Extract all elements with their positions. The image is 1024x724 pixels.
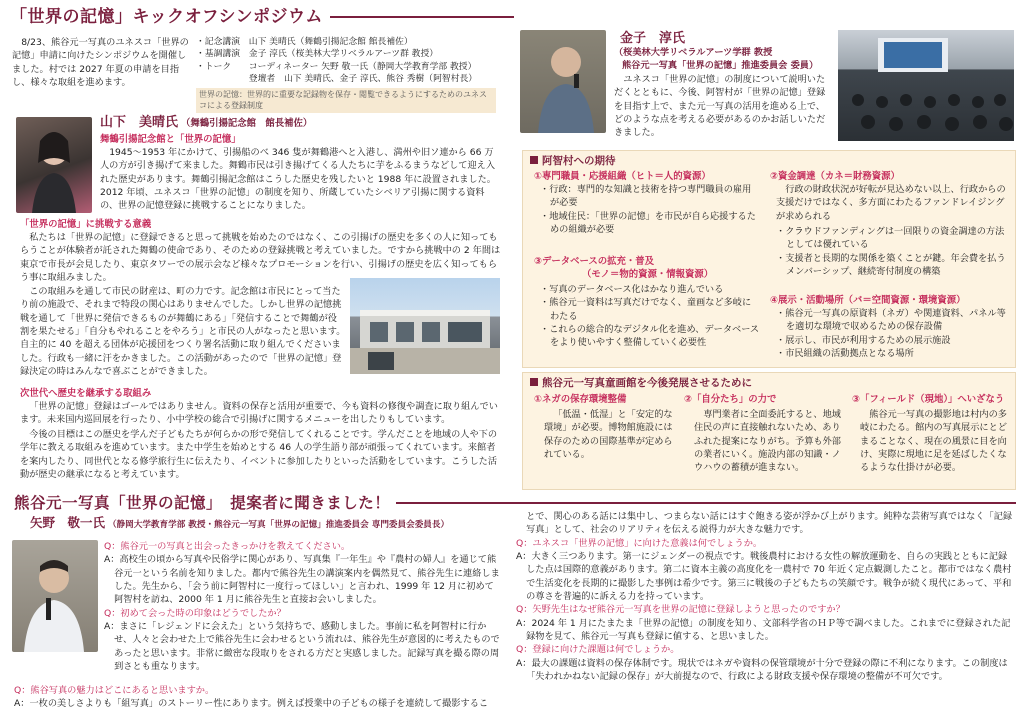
expectation-title: ②資金調達（カネ＝財務資源） (770, 171, 900, 182)
program-line: 登壇者 山下 美晴氏、金子 淳氏、熊谷 秀樹（阿智村長） (196, 73, 478, 84)
title-rule (396, 502, 1016, 504)
speaker-name: 金子 淳氏 (620, 31, 686, 46)
expectations-heading: 阿智村への期待 (530, 154, 616, 169)
expectation-title: （モノ＝物的資源・情報資源） (582, 269, 714, 280)
speaker-figure-icon (520, 30, 606, 133)
yamashita-heading (100, 114, 312, 133)
expectation-title: ③データベースの拡充・普及 (534, 256, 654, 267)
museum-col-text: 熊谷元一写真の撮影地は村内の多岐にわたる。館内の写真展示にとどまることなく、現在の風景に目を向け、実際に現地に足を延ばしたくなるような仕掛けが必要。 (860, 409, 1007, 474)
interview-left-bottom (14, 684, 504, 711)
audience-icon (838, 30, 1014, 141)
interview-heading (30, 514, 449, 532)
interview-left (104, 540, 502, 673)
interview-answer: A：一枚の美しさよりも「組写真」のストーリー性にあります。例えば授業中の子どもの様子を連続して撮影するこ (14, 698, 489, 710)
interview-question: Q：ユネスコ「世界の記憶」に向けた意義は何でしょうか。 (516, 537, 763, 549)
interview-question: Q：登録に向けた課題は何でしょうか。 (516, 644, 680, 656)
museum-col-title: ③「フィールド（現地）」へいざなう (852, 394, 1005, 405)
title-rule (330, 16, 514, 18)
speaker-photo-yamashita (16, 117, 92, 213)
speaker-figure-icon (12, 540, 98, 652)
interview-question: Q：矢野先生はなぜ熊谷元一写真を世界の記憶に登録しようと思ったのですか？ (516, 604, 845, 616)
list-item: ・ 写真のデータベース化はかなり進んでいる (540, 283, 760, 296)
expectation-title: ①専門職員・応援組織（ヒト＝人的資源） (534, 171, 711, 182)
list-item: ・ 熊谷元一資料は写真だけでなく、童画など多岐にわたる (540, 296, 760, 323)
yamashita-para-4: 「世界の記憶」登録はゴールではありません。資料の保存と活用が重要で、今も資料の修復や調査に取り組んでいます。未来国内巡回展を行ったり、小中学校の総合で引揚げに関するメニューを出したりもしています。 (20, 401, 498, 426)
speaker-affiliation: （静岡大学教育学部 教授・熊谷元一写真「世界の記憶」推進委員会 専門委員会委員長） (107, 520, 450, 530)
museum-photo (350, 278, 500, 374)
list-item: ・ 地域住民：「世界の記憶」を市民が自ら応援するための組織が必要 (540, 210, 760, 237)
list-item: ・ 熊谷元一写真の原資料（ネガ）や関連資料、パネル等を適切な環境で収めるための保存設備 (776, 307, 1010, 334)
speaker-figure-icon (16, 117, 92, 213)
section-subtitle: 舞鶴引揚記念館と「世界の記憶」 (100, 134, 241, 145)
museum-col-title: ①ネガの保存環境整備 (534, 394, 627, 405)
program-line: ・記念講演 山下 美晴氏（舞鶴引揚記念館 館長補佐） (196, 37, 413, 47)
speaker-photo-kaneko (520, 30, 606, 133)
expectation-list (540, 283, 760, 350)
speaker-photo-yano (12, 540, 98, 652)
speaker-name: 矢野 敬一氏 (30, 515, 106, 530)
expectation-text: 行政の財政状況が好転が見込めない以上、行政からの支援だけではなく、多方面にわたるファンドレイジングが求められる (776, 184, 1006, 222)
speaker-affiliation: （桜美林大学リベラルアーツ学群 教授 (614, 47, 773, 58)
museum-col-text: 専門業者に全面委託すると、地域住民の声に直接触れないため、ありふれた提案になりがち。予算も外部の業者にいく。施設内部の知識・ノウハウの蓄積が進まない。 (694, 409, 841, 474)
interview-title: 熊谷元一写真「世界の記憶」 提案者に聞きました！ (14, 494, 391, 512)
museum-col-text: 「低温・低湿」と「安定的な環境」が必要。博物館施設には保存のための国際基準が定められている。 (544, 409, 673, 461)
interview-answer: A：大きく三つあります。第一にジェンダーの視点です。戦後農村における女性の解放運動を、自らの実践とともに記録した点は国際的意義があります。第二に資本主義の高度化を一農村で 70 年近く定点観測したこと。都市ではなく農村で生活変化を長期的に撮影した事例は希少です。第三に戦後の子どもたちの笑顔です。戦争が続く現代にあって、平和の尊さを普遍的に訴える力を持っています。 (516, 551, 1012, 603)
interview-answer: A：最大の課題は資料の保存体制です。現状ではネガや資料の保管環境が十分で登録の際に不利になります。この制度は「失われかねない記録の保存」が大前提なので、行政による財政支援や保存環境の整備が不可欠です。 (516, 657, 1008, 683)
interview-question: Q：初めて会った時の印象はどうでしたか？ (104, 607, 286, 619)
program-line: ・トーク コーディネーター 矢野 敬一氏（静岡大学教育学部 教授） (196, 61, 477, 72)
interview-answer: とで、関心のある話には集中し、つまらない話にはすぐ飽きる姿が浮かび上がります。純粋な芸術写真ではなく「記録写真」として、社会のリアリティを伝える説得力が大きな魅力です。 (526, 511, 1013, 536)
interview-answer: A：2024 年 1 月にたまたま「世界の記憶」の制度を知り、文部科学省のＨＰ等で調べました。これまでに登録された記録物を見て、熊谷元一写真も登録に値する、と思いました。 (516, 617, 1011, 643)
interview-right (516, 510, 1016, 683)
intro-text: 8/23、熊谷元一写真のユネスコ「世界の記憶」申請に向けたシンポジウムを開催しました。村では 2027 年夏の申請を目指し、様々な取組を進めます。 (12, 37, 189, 89)
list-item: ・ クラウドファンディングは一回限りの資金調達の方法としては優れている (776, 225, 1010, 252)
page-title: 「世界の記憶」キックオフシンポジウム (10, 7, 323, 27)
yamashita-para-5: 今後の目標はこの歴史を学んだ子どもたちが何らかの形で発信してくれることです。学んだことを地域の人や下の学年に教える取組みを進めています。また中学生を始めとする 46 人の学生語り部が頑張ってくれています。来館者を案内したり、同世代となる修学旅行生に伝えたり、イベントに参加したりといった活動をしています。こうした活動が歴史の継承になると考えています。 (20, 429, 498, 481)
museum-heading: 熊谷元一写真童画館を今後発展させるために (530, 376, 752, 391)
speaker-affiliation: 熊谷元一写真「世界の記憶」推進委員会 委員） (622, 60, 819, 71)
speaker-name: 山下 美晴氏 (100, 115, 179, 130)
list-item: ・ 支援者と長期的な関係を築くことが鍵。年会費を払うメンバーシップ、継続寄付制度の構築 (776, 252, 1010, 279)
interview-question: Q：熊谷元一の写真と出会ったきっかけを教えてください。 (104, 541, 351, 552)
expectation-list (776, 225, 1010, 278)
yamashita-para-2: 私たちは「世界の記憶」に登録できると思って挑戦を始めたのではなく、この引揚げの歴史を多くの人に知ってもらうことが体験者が託された舞鶴の使命であり、そのための登録挑戦と考えていました。ですから挑戦中の 2 年間は東京で市長が会見したり、東京タワーでの展示会など様々なプロモーションを行い、引揚げの歴史を広く知ってもらう事に取組みました。 (20, 232, 501, 284)
list-item: ・ 市民組織の活動拠点となる場所 (776, 347, 1010, 360)
expectation-list (776, 307, 1010, 360)
list-item: ・ 行政：専門的な知識と技術を持つ専門職員の雇用が必要 (540, 183, 760, 210)
yamashita-para-1: 1945～1953 年にかけて、引揚船のべ 346 隻が舞鶴港へと入港し、満州や旧ソ連から 66 万人の方が引き揚げて来ました。舞鶴市民は引き揚げてくる人たちに芋をふるまうなどして迎え入れた歴史があります。舞鶴引揚記念館はこうした歴史を残したいと 1988 年に設置されました。2012 年頃、ユネスコ「世界の記憶」の制度を知り、所蔵していたシベリア引揚に関する資料の、世界の記憶登録に挑戦することになりました。 (100, 147, 496, 212)
program-box (196, 36, 506, 113)
section-subtitle: 「世界の記憶」に挑戦する意義 (20, 219, 152, 230)
expectation-title: ④展示・活動場所（バ＝空間資源・環境資源） (770, 295, 966, 306)
interview-question: Q：熊谷写真の魅力はどこにあると思いますか。 (14, 685, 215, 696)
building-icon (350, 278, 500, 374)
list-item: ・ 展示し、市民が利用するための展示施設 (776, 334, 1010, 347)
museum-col-title: ②「自分たち」の力で (684, 394, 777, 405)
kaneko-para: ユネスコ「世界の記憶」の制度について説明いただくとともに、今後、阿智村が「世界の記憶」登録を目指す上で、また元一写真の活用を進める上で、どのような点を考える必要があるのかお話しいただきました。 (614, 74, 826, 139)
speaker-affiliation: （舞鶴引揚記念館 館長補佐） (180, 118, 313, 129)
lecture-hall-photo (838, 30, 1014, 141)
expectation-list (540, 183, 760, 236)
program-line: ・基調講演 金子 淳氏（桜美林大学リベラルアーツ群 教授） (196, 49, 439, 60)
list-item: ・ これらの総合的なデジタル化を進め、データベースをより使いやすく整備していく必要性 (540, 323, 760, 350)
yamashita-para-3: この取組みを通して市民の財産は、町の力です。記念館は市民にとって当たり前の施設で、それまで特段の関心はありませんでした。しかし世界の記憶挑戦を通して「世界に発信できるものが舞鶴にある」「発信することで舞鶴が役割を果たせる」「自分もやれることをやろう」と市民の人がなったと思います。自主的に 40 を超える団体が応援団をつくり署名活動に取り組んでくださいました。行政も一緒に汗をかきました。この活動があったので「世界の記憶」登録決定の時はみんなで喜ぶことができました。 (20, 286, 346, 378)
interview-answer: A：高校生の頃から写真や民俗学に関心があり、写真集『一年生』や『農村の婦人』を通じて熊谷元一という名前を知りました。都内で熊谷先生の講演案内を偶然見て、熊谷先生に連絡しました。先生から、「会う前に阿智村に一度行ってほしい」と言われ、1999 年 12 月に初めて阿智村を訪ね、2000 年 1 月に熊谷先生と直接お会いしました。 (104, 554, 500, 606)
section-subtitle: 次世代へ歴史を継承する取組み (20, 388, 152, 399)
program-note: 世界の記憶：世界的に重要な記録物を保存・閲覧できるようにするためのユネスコによる登録制度 (196, 88, 496, 112)
interview-answer: A：まさに「レジェンドに会えた」という気持ちで、感動しました。事前に私を阿智村に行かせ、人々と会わせた上で熊谷先生に会わせるという流れは、熊谷先生が意図的に考えたものであったと思います。非常に緻密な段取りをされる方だと実感しました。記録写真を撮る際の周到さとも重なります。 (104, 621, 500, 673)
